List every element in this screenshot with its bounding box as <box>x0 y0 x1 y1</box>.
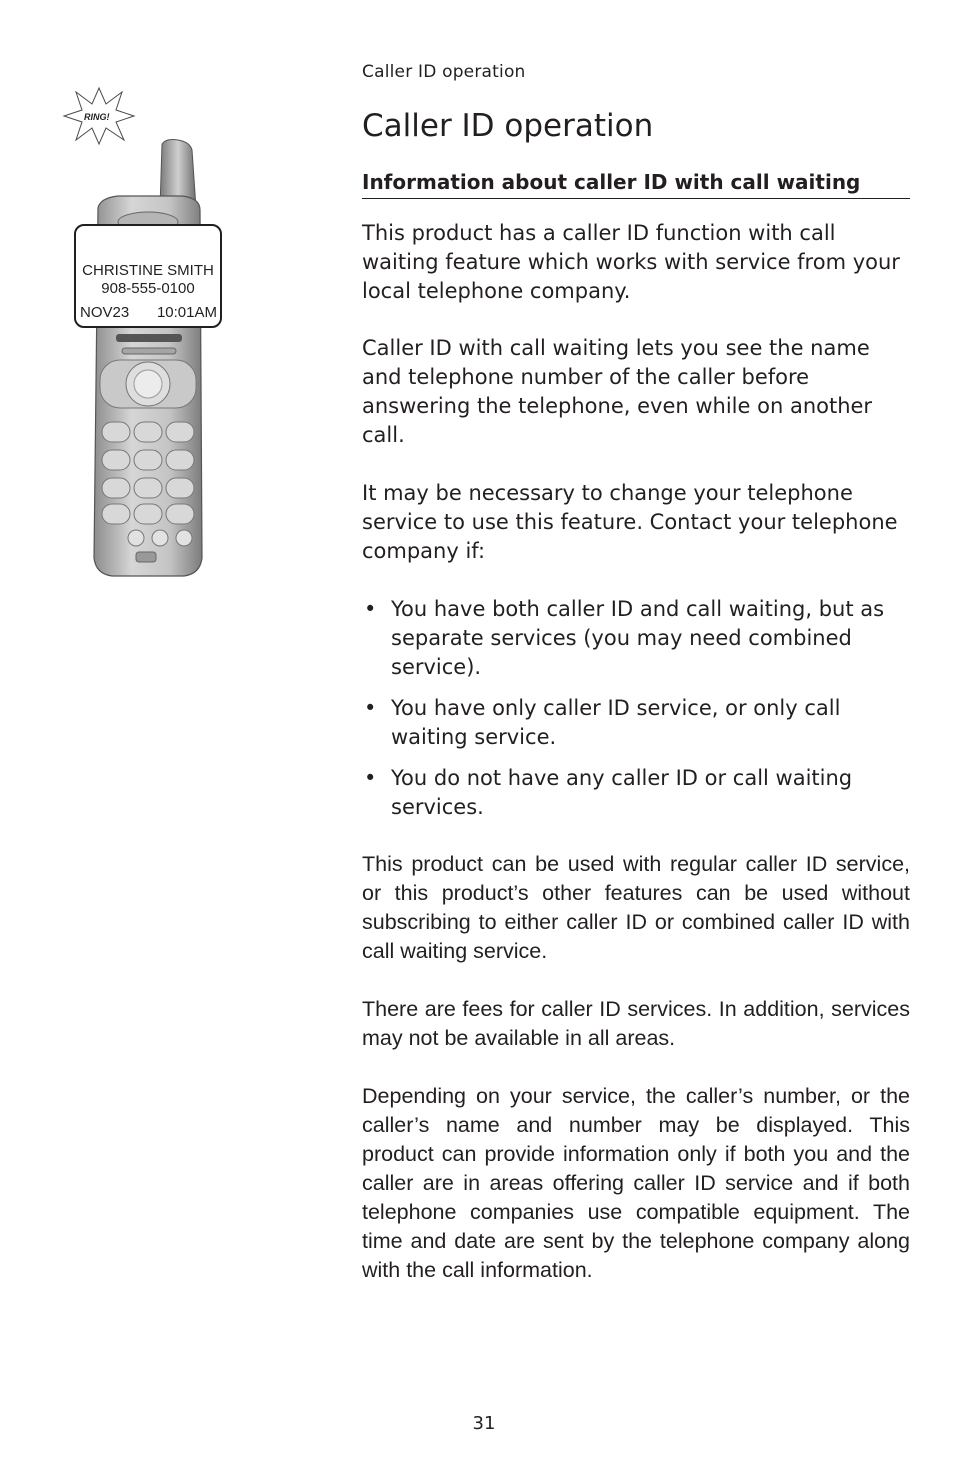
condition-list <box>362 595 910 834</box>
bullet-marker: • <box>364 766 377 790</box>
section-heading: Information about caller ID with call waiting <box>362 170 910 199</box>
paragraph-display-info: Depending on your service, the caller’s number, or the caller’s name and number may be displayed. This product can provide information only if both you and the caller are in areas offering caller ID service and if both telephone companies use compatible equipment. The time and date are sent by the telephone company along with the call information. <box>362 1084 910 1282</box>
list-item-text: You have both caller ID and call waiting, but as separate services (you may need combined service). <box>391 597 885 679</box>
display-caller-name: CHRISTINE SMITH <box>82 262 214 279</box>
paragraph-description: Caller ID with call waiting lets you see the name and telephone number of the caller before answering the telephone, even while on another call. <box>362 336 873 447</box>
paragraph-intro: This product has a caller ID function with call waiting feature which works with service from your local telephone company. <box>362 221 900 303</box>
cordless-handset-icon <box>88 138 208 578</box>
ring-burst-icon <box>62 86 136 146</box>
running-head: Caller ID operation <box>362 62 526 82</box>
paragraph-usage: This product can be used with regular caller ID service, or this product’s other features can be used without subscribing to either caller ID or combined caller ID with call waiting service. <box>362 852 910 963</box>
display-caller-number: 908-555-0100 <box>101 280 195 297</box>
display-date: NOV23 <box>80 304 130 321</box>
display-time: 10:01AM <box>156 304 217 321</box>
page-title: Caller ID operation <box>362 108 654 144</box>
bullet-marker: • <box>364 696 377 720</box>
list-item-text: You do not have any caller ID or call waiting services. <box>391 766 853 819</box>
list-item <box>362 764 910 822</box>
list-item <box>362 595 910 682</box>
caller-id-display <box>74 224 222 328</box>
bullet-marker: • <box>364 597 377 621</box>
page-number: 31 <box>472 1413 496 1434</box>
paragraph-fees: There are fees for caller ID services. In addition, services may not be available in all areas. <box>362 997 910 1050</box>
list-item-text: You have only caller ID service, or only call waiting service. <box>391 696 841 749</box>
list-item <box>362 694 910 752</box>
ring-label: RING! <box>84 112 110 122</box>
paragraph-requirement: It may be necessary to change your telephone service to use this feature. Contact your telephone company if: <box>362 481 898 563</box>
